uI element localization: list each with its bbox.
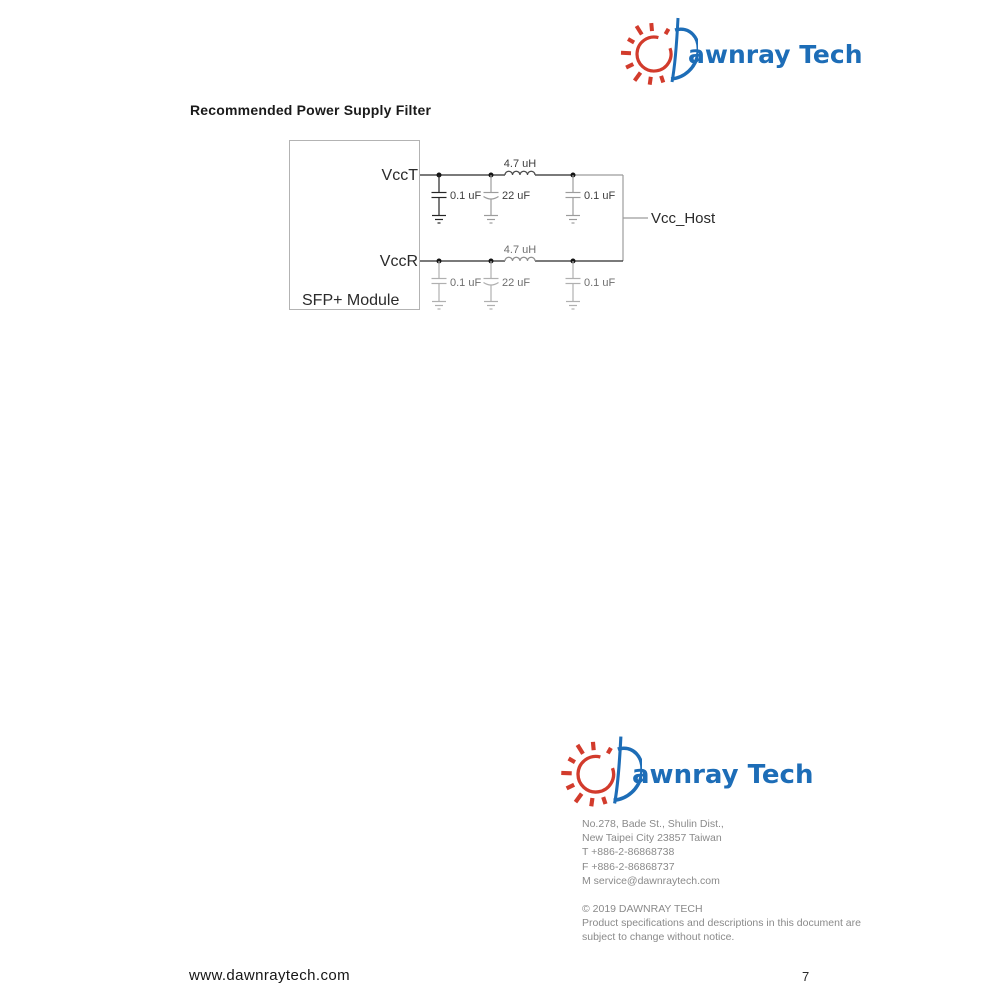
vcc-host-label: Vcc_Host [651,210,716,227]
power-supply-filter-diagram [280,130,720,320]
contact-info [582,817,724,888]
footer-website: www.dawnraytech.com [189,967,350,984]
email-line: M service@dawnraytech.com [582,874,720,887]
capacitor-bottom-1-icon [432,261,447,309]
legal-notice [582,902,861,945]
sun-rays-icon [561,742,611,806]
cap-bottom-3-value: 0.1 uF [584,277,616,289]
sfp-module-label: SFP+ Module [302,292,400,309]
cap-bottom-2-value: 22 uF [502,277,531,289]
address-line-2: New Taipei City 23857 Taiwan [582,832,722,845]
company-logo-footer [560,724,813,816]
cap-top-2-value: 22 uF [502,190,531,202]
page-title: Recommended Power Supply Filter [190,102,432,118]
notice-line-1: Product specifications and descriptions in this document are [582,917,861,930]
inductor-top-icon [505,171,535,175]
sfp-module-box [290,141,420,310]
sun-rays-icon [621,23,669,85]
capacitor-top-3-icon [566,175,581,223]
phone-line: T +886-2-86868738 [582,846,675,859]
inductor-bottom-icon [505,257,535,261]
brand-wordmark: awnray Tech [688,40,863,69]
vccr-label: VccR [379,253,418,270]
company-logo-header [620,6,863,94]
capacitor-bottom-2-icon [484,261,499,309]
cap-top-1-value: 0.1 uF [450,190,482,202]
vcct-label: VccT [381,167,418,184]
cap-top-3-value: 0.1 uF [584,190,616,202]
inductor-top-value: 4.7 uH [503,158,537,170]
notice-line-2: subject to change without notice. [582,931,735,944]
host-side-wires [573,175,648,261]
fax-line: F +886-2-86868737 [582,860,675,873]
capacitor-bottom-3-icon [566,261,581,309]
capacitor-top-1-icon [432,175,447,223]
address-line-1: No.278, Bade St., Shulin Dist., [582,818,724,830]
inductor-bottom-value: 4.7 uH [503,244,537,256]
capacitor-top-2-icon [484,175,499,223]
footer-page-number: 7 [802,969,810,984]
sun-logo-icon [560,724,642,816]
sun-logo-icon [620,6,698,94]
cap-bottom-1-value: 0.1 uF [450,277,482,289]
brand-wordmark: awnray Tech [632,760,814,790]
copyright-line: © 2019 DAWNRAY TECH [582,903,703,915]
